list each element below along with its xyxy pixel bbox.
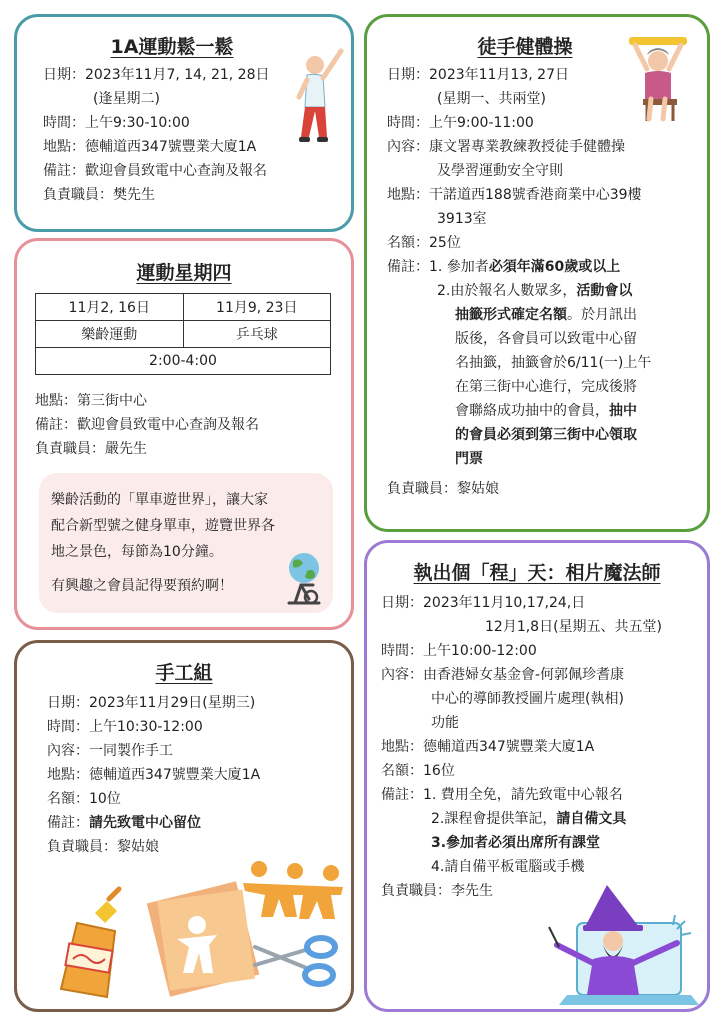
remark-3: 3.參加者必須出席所有課堂 <box>431 835 601 851</box>
table-cell: 2:00-4:00 <box>36 348 331 375</box>
time-label: 時間： <box>387 115 429 131</box>
date-value: 2023年11月10,17,24,日 <box>423 595 586 611</box>
content-value: 由香港婦女基金會-何郭佩珍耆康 <box>423 667 625 683</box>
date-label: 日期： <box>387 67 429 83</box>
remark-2-text: 2.由於報名人數眾多， <box>437 283 577 299</box>
staff-value: 樊先生 <box>113 187 155 203</box>
time-label: 時間： <box>47 719 89 735</box>
date-value: 2023年11月29日(星期三) <box>89 695 256 711</box>
quota-value: 16位 <box>423 763 455 779</box>
date-label: 日期： <box>381 595 423 611</box>
time-value: 上午10:00-12:00 <box>423 643 537 659</box>
remark-2-line6-bold: 抽中 <box>609 403 637 419</box>
staff-label: 負責職員： <box>47 839 117 855</box>
content-value: 康文署專業教練教授徒手健體操 <box>429 139 625 155</box>
remark-value: 請先致電中心留位 <box>89 815 201 831</box>
time-value: 上午9:00-11:00 <box>429 115 534 131</box>
remark-2-text: 2.課程會提供筆記， <box>431 811 557 827</box>
card-title: 手工組 <box>155 662 213 684</box>
content-label: 內容： <box>47 743 89 759</box>
remark-label: 備註： <box>47 815 89 831</box>
date-value: 2023年11月7, 14, 21, 28日 <box>85 67 270 83</box>
staff-value: 嚴先生 <box>105 441 147 457</box>
quota-label: 名額： <box>381 763 423 779</box>
note-line: 樂齡活動的「單車遊世界」，讓大家 <box>51 492 268 508</box>
table-cell: 11月2, 16日 <box>36 294 184 321</box>
staff-label: 負責職員： <box>43 187 113 203</box>
staff-value: 黎姑娘 <box>457 481 499 497</box>
remark-value: 歡迎會員致電中心查詢及報名 <box>85 163 267 179</box>
wizard-laptop-icon <box>527 883 707 1007</box>
remark-2-line6-text: 會聯絡成功抽中的會員， <box>455 403 609 419</box>
remark-1: 1. 費用全免，請先致電中心報名 <box>423 787 623 803</box>
staff-label: 負責職員： <box>381 883 451 899</box>
exercise-bike-globe-icon <box>279 551 329 607</box>
quota-label: 名額： <box>387 235 429 251</box>
craft-glue-scissors-icon <box>47 861 347 1007</box>
schedule-table <box>35 293 331 375</box>
remark-1-bold: 必須年滿60歲或以上 <box>488 259 621 275</box>
table-cell: 樂齡運動 <box>36 321 184 348</box>
card-stretch-class <box>14 14 354 232</box>
note-line: 地之景色，每節為10分鐘。 <box>51 544 223 560</box>
card-handcraft <box>14 640 354 1012</box>
card-title: 1A運動鬆一鬆 <box>110 36 234 58</box>
note-line: 配合新型號之健身單車，遊覽世界各 <box>51 518 275 534</box>
time-label: 時間： <box>43 115 85 131</box>
content-label: 內容： <box>381 667 423 683</box>
remark-label: 備註： <box>387 259 429 275</box>
card-freehand-exercise <box>364 14 710 532</box>
note-line: 有興趣之會員記得要預約啊！ <box>51 578 233 594</box>
staff-label: 負責職員： <box>387 481 457 497</box>
card-thursday-sports <box>14 238 354 630</box>
remark-2-line2-bold: 抽籤形式確定名額 <box>455 307 567 323</box>
quota-label: 名額： <box>47 791 89 807</box>
card-photo-wizard <box>364 540 710 1012</box>
remark-2-line2-tail: 。於月訊出 <box>567 307 637 323</box>
remark-2-line3: 版後，各會員可以致電中心留 <box>455 331 637 347</box>
quota-value: 25位 <box>429 235 461 251</box>
towel-exercise-elder-icon <box>625 33 691 125</box>
remark-2-bold: 請自備文具 <box>556 811 627 827</box>
time-value: 上午9:30-10:00 <box>85 115 190 131</box>
place-label: 地點： <box>43 139 85 155</box>
card-title: 運動星期四 <box>136 262 232 284</box>
place-value: 德輔道西347號豐業大廈1A <box>85 139 257 155</box>
time-label: 時間： <box>381 643 423 659</box>
place-value: 第三街中心 <box>77 393 147 409</box>
date-cont: (逢星期二) <box>93 91 160 107</box>
remark-2-line4: 名抽籤，抽籤會於6/11(一)上午 <box>455 355 652 371</box>
place-value: 德輔道西347號豐業大廈1A <box>89 767 261 783</box>
date-value: 2023年11月13, 27日 <box>429 67 569 83</box>
table-cell: 乒乓球 <box>183 321 331 348</box>
place-value: 德輔道西347號豐業大廈1A <box>423 739 595 755</box>
table-cell: 11月9, 23日 <box>183 294 331 321</box>
date-label: 日期： <box>43 67 85 83</box>
stretching-elder-icon <box>295 45 347 145</box>
place-label: 地點： <box>381 739 423 755</box>
staff-value: 李先生 <box>451 883 493 899</box>
remark-2-line8: 門票 <box>455 451 483 467</box>
date-label: 日期： <box>47 695 89 711</box>
remark-value: 歡迎會員致電中心查詢及報名 <box>77 417 259 433</box>
card-title: 執出個「程」天：相片魔法師 <box>413 562 661 584</box>
place-cont: 3913室 <box>437 211 487 227</box>
place-label: 地點： <box>35 393 77 409</box>
time-value: 上午10:30-12:00 <box>89 719 203 735</box>
remark-2-line7: 的會員必須到第三街中心領取 <box>455 427 637 443</box>
remark-1-text: 1. 參加者 <box>429 259 489 275</box>
content-value: 一同製作手工 <box>89 743 173 759</box>
content-cont-1: 中心的導師教授圖片處理(執相) <box>431 691 624 707</box>
content-cont: 及學習運動安全守則 <box>437 163 563 179</box>
remark-2-line5: 在第三街中心進行，完成後將 <box>455 379 637 395</box>
place-label: 地點： <box>47 767 89 783</box>
place-value: 干諾道西188號香港商業中心39樓 <box>429 187 642 203</box>
remark-label: 備註： <box>381 787 423 803</box>
remark-2-bold: 活動會以 <box>576 283 633 299</box>
content-cont-2: 功能 <box>431 715 459 731</box>
staff-value: 黎姑娘 <box>117 839 159 855</box>
card-title: 徒手健體操 <box>477 36 573 58</box>
remark-4: 4.請自備平板電腦或手機 <box>431 859 585 875</box>
remark-label: 備註： <box>43 163 85 179</box>
date-cont: 12月1,8日(星期五、共五堂) <box>485 619 663 635</box>
remark-label: 備註： <box>35 417 77 433</box>
staff-label: 負責職員： <box>35 441 105 457</box>
content-label: 內容： <box>387 139 429 155</box>
date-cont: (星期一、共兩堂) <box>437 91 546 107</box>
place-label: 地點： <box>387 187 429 203</box>
quota-value: 10位 <box>89 791 121 807</box>
